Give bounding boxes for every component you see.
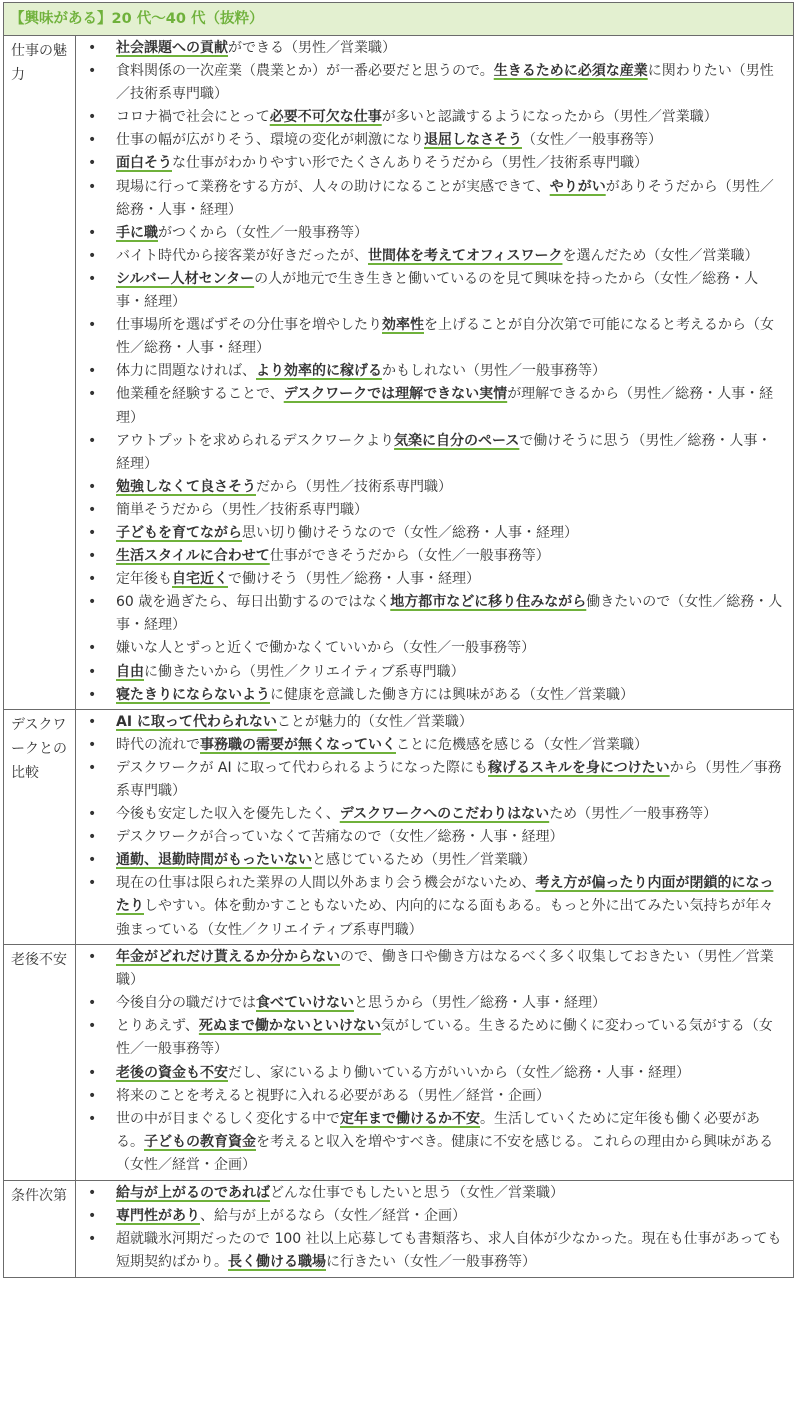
- response-text: ので、働き口や働き方はなるべく多く収集しておきたい（男性／営業職）: [116, 948, 774, 988]
- response-text: アウトプットを求められるデスクワークより: [116, 432, 395, 449]
- response-item: [76, 711, 783, 734]
- response-text: 超就職氷河期だったので 100 社以上応募しても書類落ち、求人自体が少なかった。現在も仕事があっても短期契約ばかり。: [116, 1231, 782, 1271]
- response-text: ため（男性／一般事務等）: [549, 806, 718, 823]
- highlighted-phrase: 地方都市などに移り住みながら: [390, 594, 587, 611]
- response-text: コロナ禍で社会にとって: [116, 109, 270, 126]
- highlighted-phrase: 子どもの教育資金: [144, 1134, 256, 1151]
- response-item: [76, 1205, 783, 1228]
- response-text: ができる（男性／営業職）: [228, 40, 396, 56]
- response-item: [76, 803, 783, 826]
- highlighted-phrase: 定年まで働けるか不安: [340, 1111, 480, 1128]
- response-item: [76, 734, 783, 757]
- response-item: [76, 430, 783, 476]
- response-text: に関わりたい（男性／技術系専門職）: [116, 63, 774, 103]
- response-item: [76, 826, 783, 849]
- highlighted-phrase: 事務職の需要が無くなっていく: [200, 736, 396, 753]
- highlighted-phrase: 専門性があり: [116, 1207, 200, 1224]
- response-text: 世の中が目まぐるしく変化する中で: [116, 1111, 340, 1128]
- highlighted-phrase: 食べていけない: [256, 995, 354, 1012]
- response-text: 他業種を経験することで、: [116, 386, 284, 403]
- highlighted-phrase: やりがい: [549, 178, 606, 195]
- response-text: が理解できるから（男性／総務・人事・経理）: [116, 386, 774, 426]
- highlighted-phrase: 通勤、退勤時間がもったいない: [116, 852, 312, 869]
- response-text: がありそうだから（男性／総務・人事・経理）: [116, 178, 774, 218]
- response-text: に働きたいから（男性／クリエイティブ系専門職）: [144, 663, 465, 680]
- response-item: [76, 176, 783, 222]
- response-item: [76, 946, 783, 992]
- response-item: [76, 661, 783, 684]
- response-item: [76, 1108, 783, 1178]
- response-item: [76, 268, 783, 314]
- response-item: [76, 314, 783, 360]
- response-text: がつくから（女性／一般事務等）: [158, 224, 368, 241]
- response-item: [76, 129, 783, 152]
- category-label: デスクワークとの比較: [4, 709, 76, 944]
- response-text: に行きたい（女性／一般事務等）: [326, 1254, 536, 1271]
- response-text: 仕事場所を選ばずその分仕事を増やしたり: [116, 317, 382, 334]
- response-text: 将来のことを考えると視野に入れる必要がある（男性／経営・企画）: [116, 1087, 550, 1104]
- highlighted-phrase: AI に取って代わられない: [116, 713, 277, 730]
- response-list: [76, 37, 783, 707]
- response-text: ことに危機感を感じる（女性／営業職）: [396, 736, 648, 753]
- response-item: [76, 591, 783, 637]
- response-text: どんな仕事でもしたいと思う（女性／営業職）: [270, 1184, 564, 1201]
- response-list: [76, 1182, 783, 1275]
- response-item: [76, 568, 783, 591]
- response-item: [76, 152, 783, 175]
- highlighted-phrase: 寝たきりにならないよう: [116, 686, 270, 703]
- highlighted-phrase: 面白そう: [116, 155, 172, 172]
- response-list: [76, 946, 783, 1178]
- response-item: [76, 522, 783, 545]
- highlighted-phrase: 考え方が偏ったり内面が閉鎖的になったり: [116, 875, 774, 915]
- response-text: が多いと認識するようになったから（男性／営業職）: [381, 109, 718, 126]
- response-list: [76, 711, 783, 942]
- highlighted-phrase: 世間体を考えてオフィスワーク: [368, 247, 563, 264]
- response-item: [76, 1062, 783, 1085]
- section-row: [4, 36, 794, 710]
- highlighted-phrase: 効率性: [382, 317, 424, 334]
- response-text: を選んだため（女性／営業職）: [562, 247, 759, 264]
- highlighted-phrase: 自由: [116, 663, 144, 680]
- highlighted-phrase: 稼げるスキルを身につけたい: [488, 759, 670, 776]
- response-item: [76, 872, 783, 941]
- response-text: で働けそう（男性／総務・人事・経理）: [228, 571, 480, 588]
- section-row: [4, 1180, 794, 1277]
- highlighted-phrase: 社会課題への貢献: [116, 40, 228, 56]
- response-text: の人が地元で生き生きと働いているのを見て興味を持ったから（女性／総務・人事・経理）: [116, 270, 759, 311]
- highlighted-phrase: 気楽に自分のペース: [394, 432, 520, 449]
- title-row: [4, 3, 794, 36]
- highlighted-phrase: より効率的に稼げる: [256, 363, 382, 380]
- response-text: バイト時代から接客業が好きだったが、: [116, 247, 368, 264]
- response-text: から（男性／事務系専門職）: [116, 759, 782, 799]
- response-text: 定年後も: [116, 571, 172, 588]
- highlighted-phrase: デスクワークでは理解できない実情: [283, 386, 508, 403]
- response-item: [76, 476, 783, 499]
- response-text: を上げることが自分次第で可能になると考えるから（女性／総務・人事・経理）: [116, 317, 774, 357]
- highlighted-phrase: 自宅近く: [172, 571, 228, 588]
- response-text: 仕事ができそうだから（女性／一般事務等）: [269, 548, 550, 565]
- response-text: な仕事がわかりやすい形でたくさんありそうだから（男性／技術系専門職）: [172, 155, 648, 172]
- response-item: [76, 757, 783, 803]
- response-item: [76, 992, 783, 1015]
- response-text: 簡単そうだから（男性／技術系専門職）: [116, 501, 368, 518]
- highlighted-phrase: 子どもを育てながら: [116, 524, 242, 541]
- highlighted-phrase: 給与が上がるのであれば: [116, 1184, 270, 1201]
- response-text: デスクワークが合っていなくて苦痛なので（女性／総務・人事・経理）: [116, 829, 564, 846]
- response-text: と思うから（男性／総務・人事・経理）: [354, 995, 606, 1012]
- response-item: [76, 60, 783, 106]
- highlighted-phrase: シルバー人材センター: [116, 270, 255, 287]
- category-label: 老後不安: [4, 944, 76, 1180]
- response-text: （女性／一般事務等）: [522, 132, 662, 149]
- response-item: [76, 1228, 783, 1274]
- response-list-cell: [76, 709, 794, 944]
- response-text: 今後も安定した収入を優先したく、: [116, 806, 340, 823]
- highlighted-phrase: 生きるために必須な産業: [493, 63, 648, 80]
- response-text: 現場に行って業務をする方が、人々の助けになることが実感できて、: [116, 178, 550, 195]
- section-row: [4, 944, 794, 1180]
- response-item: [76, 106, 783, 129]
- response-text: 現在の仕事は限られた業界の人間以外あまり会う機会がないため、: [116, 875, 536, 892]
- response-text: で働けそうに思う（男性／総務・人事・経理）: [116, 432, 772, 472]
- highlighted-phrase: 生活スタイルに合わせて: [116, 548, 270, 565]
- response-text: 、給与が上がるなら（女性／経営・企画）: [200, 1207, 466, 1224]
- highlighted-phrase: 手に職: [116, 224, 158, 241]
- response-item: [76, 383, 783, 429]
- response-list-cell: [76, 1180, 794, 1277]
- highlighted-phrase: 勉強しなくて良さそう: [116, 478, 256, 495]
- response-text: を考えると収入を増やすべき。健康に不安を感じる。これらの理由から興味がある（女性／経営・企画）: [116, 1134, 774, 1174]
- response-item: [76, 1182, 783, 1205]
- category-label: 条件次第: [4, 1180, 76, 1277]
- response-item: [76, 245, 783, 268]
- response-item: [76, 684, 783, 707]
- highlighted-phrase: 死ぬまで働かないといけない: [198, 1018, 381, 1035]
- highlighted-phrase: 老後の資金も不安: [116, 1064, 228, 1081]
- response-list-cell: [76, 36, 794, 710]
- category-label: 仕事の魅力: [4, 36, 76, 710]
- response-text: 。生活していくために定年後も働く必要がある。: [116, 1111, 760, 1151]
- response-text: ことが魅力的（女性／営業職）: [276, 713, 473, 730]
- response-text: 気がしている。生きるために働くに変わっている気がする（女性／一般事務等）: [116, 1018, 773, 1058]
- response-text: 仕事の幅が広がりそう、環境の変化が刺激になり: [116, 132, 424, 149]
- response-text: 体力に問題なければ、: [116, 363, 256, 380]
- highlighted-phrase: 長く働ける職場: [228, 1254, 326, 1271]
- response-text: かもしれない（男性／一般事務等）: [382, 363, 606, 380]
- response-text: 嫌いな人とずっと近くで働かなくていいから（女性／一般事務等）: [116, 640, 536, 657]
- response-item: [76, 1085, 783, 1108]
- response-text: デスクワークが AI に取って代わられるようになった際にも: [116, 759, 489, 776]
- response-item: [76, 37, 783, 60]
- highlighted-phrase: 年金がどれだけ貰えるか分からない: [116, 948, 340, 965]
- survey-table: [3, 2, 794, 1278]
- response-item: [76, 545, 783, 568]
- response-text: に健康を意識した働き方には興味がある（女性／営業職）: [270, 686, 634, 703]
- response-text: 時代の流れで: [116, 736, 200, 753]
- response-list-cell: [76, 944, 794, 1180]
- response-text: 食料関係の一次産業（農業とか）が一番必要だと思うので。: [116, 63, 494, 80]
- response-item: [76, 849, 783, 872]
- response-text: だし、家にいるより働いている方がいいから（女性／総務・人事・経理）: [228, 1064, 690, 1081]
- highlighted-phrase: 退屈しなさそう: [424, 132, 522, 149]
- highlighted-phrase: デスクワークへのこだわりはない: [339, 806, 550, 823]
- response-item: [76, 499, 783, 522]
- response-item: [76, 637, 783, 660]
- response-text: と感じているため（男性／営業職）: [312, 852, 536, 869]
- response-text: しやすい。体を動かすこともないため、内向的になる面もある。もっと外に出てみたい気持ちが年々強まっている（女性／クリエイティブ系専門職）: [116, 898, 774, 938]
- highlighted-phrase: 必要不可欠な仕事: [269, 109, 382, 126]
- response-text: 60 歳を過ぎたら、毎日出勤するのではなく: [116, 594, 391, 611]
- response-text: 働きたいので（女性／総務・人事・経理）: [116, 594, 783, 634]
- response-text: 今後自分の職だけでは: [116, 995, 256, 1012]
- table-title: 【興味がある】20 代〜40 代（抜粋）: [4, 3, 794, 36]
- response-text: とりあえず、: [116, 1018, 199, 1035]
- response-item: [76, 222, 783, 245]
- response-item: [76, 360, 783, 383]
- response-text: 思い切り働けそうなので（女性／総務・人事・経理）: [242, 524, 578, 541]
- section-row: [4, 709, 794, 944]
- response-item: [76, 1015, 783, 1061]
- response-text: だから（男性／技術系専門職）: [256, 478, 452, 495]
